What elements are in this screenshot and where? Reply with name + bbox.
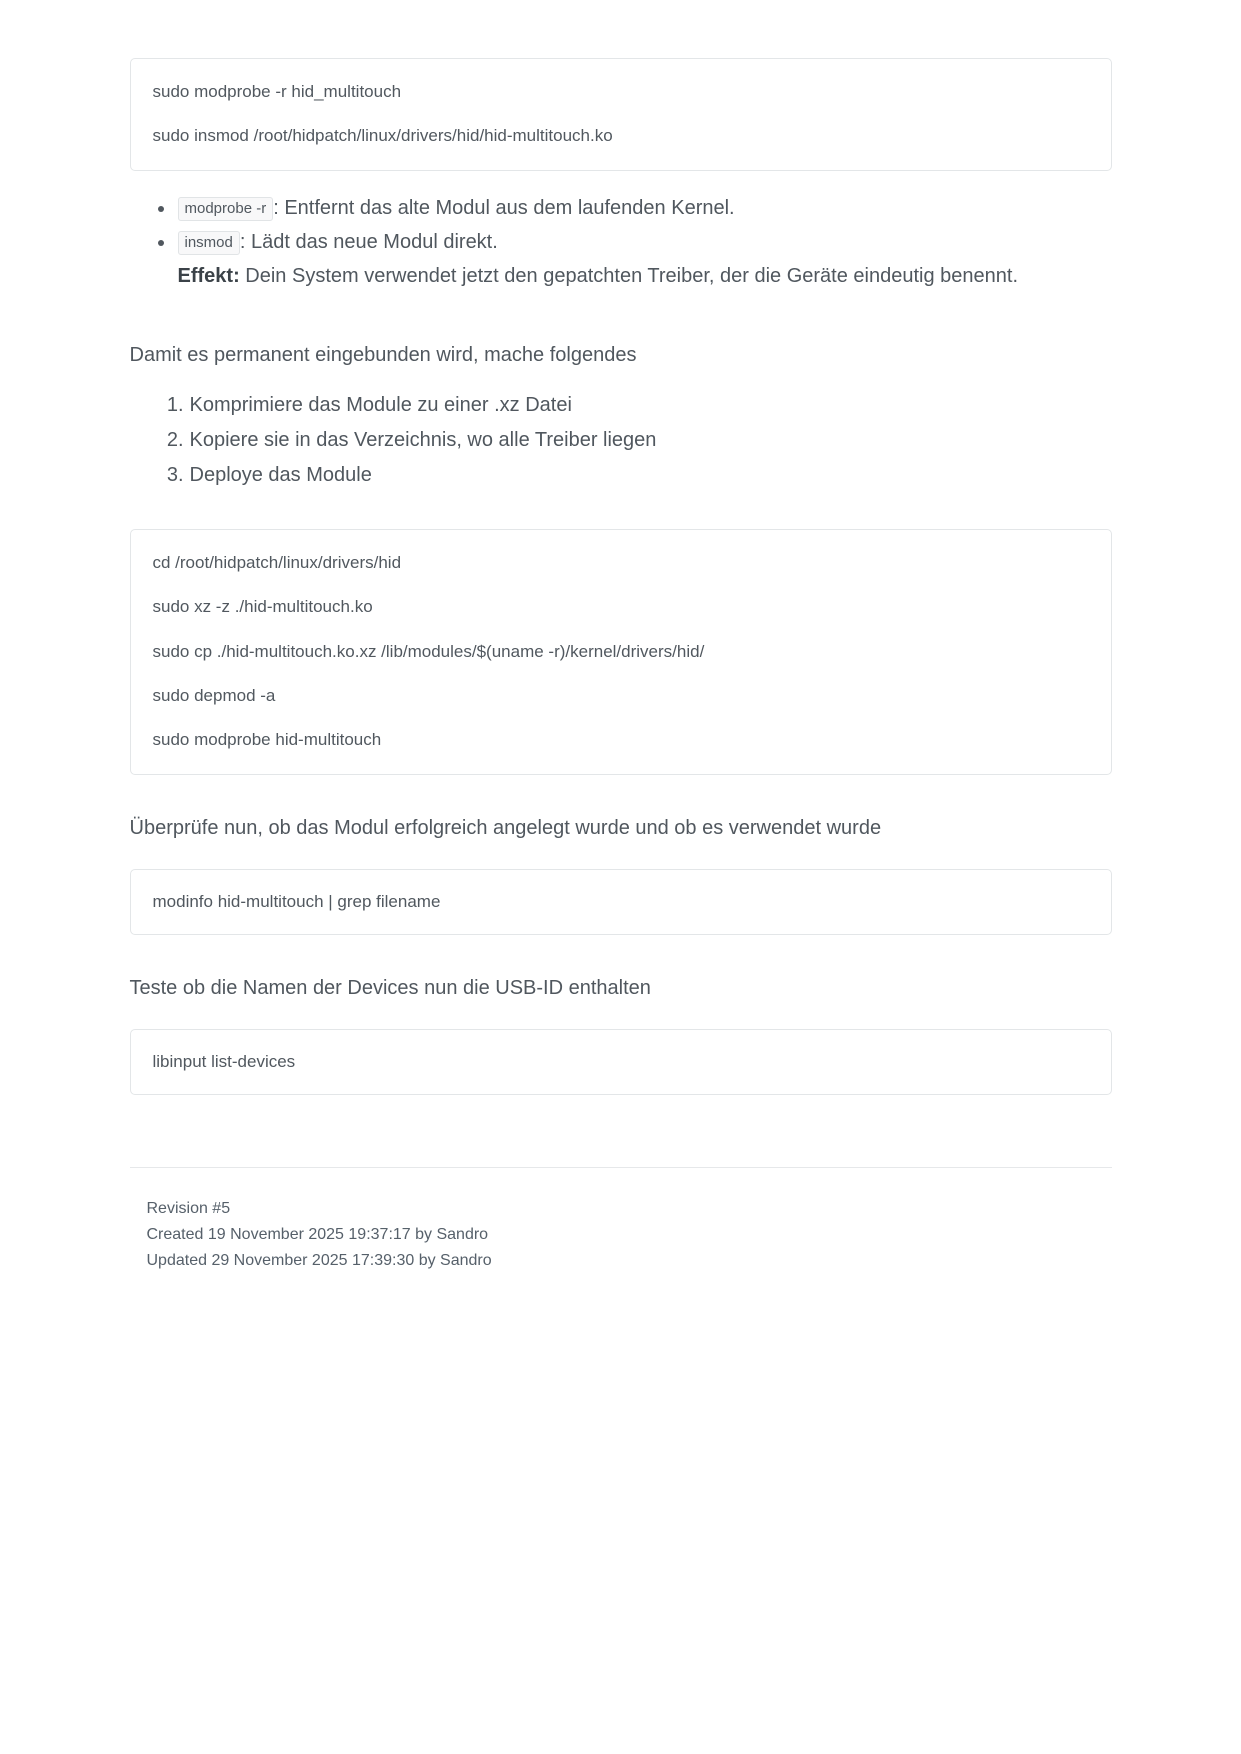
list-item-text: : Lädt das neue Modul direkt.	[239, 231, 498, 254]
code-block-modinfo	[130, 869, 1112, 935]
list-item-text: : Entfernt das alte Modul aus dem laufenden Kernel.	[273, 196, 735, 219]
inline-code: modprobe -r	[178, 197, 274, 221]
inline-code: insmod	[178, 231, 240, 255]
explanation-bullet-list	[130, 193, 1112, 292]
effect-label: Effekt:	[177, 265, 240, 288]
revision-meta	[130, 1196, 1112, 1274]
divider	[130, 1167, 1112, 1168]
list-item: Komprimiere das Module zu einer .xz Datei	[189, 393, 572, 416]
paragraph-verify: Überprüfe nun, ob das Modul erfolgreich angelegt wurde und ob es verwendet wurde	[129, 816, 882, 839]
updated-timestamp: Updated 29 November 2025 17:39:30 by Sandro	[146, 1252, 492, 1270]
list-item	[178, 193, 1112, 223]
code-line: sudo modprobe hid-multitouch	[152, 730, 382, 750]
code-line: sudo insmod /root/hidpatch/linux/drivers/hid/hid-multitouch.ko	[152, 126, 613, 146]
code-line: libinput list-devices	[152, 1051, 296, 1071]
code-line: sudo xz -z ./hid-multitouch.ko	[152, 597, 373, 617]
code-line: sudo modprobe -r hid_multitouch	[152, 82, 402, 101]
effect-text: Dein System verwendet jetzt den gepatchten Treiber, der die Geräte eindeutig benennt.	[239, 265, 1018, 288]
revision-meta-section	[130, 1167, 1112, 1274]
list-item	[178, 227, 1112, 292]
created-timestamp: Created 19 November 2025 19:37:17 by Sandro	[146, 1226, 489, 1244]
document-content	[130, 0, 1112, 1274]
code-line: sudo cp ./hid-multitouch.ko.xz /lib/modules/$(uname -r)/kernel/drivers/hid/	[152, 641, 705, 661]
effect-line	[178, 261, 1112, 291]
steps-list	[130, 390, 1112, 490]
code-line: modinfo hid-multitouch | grep filename	[152, 891, 441, 911]
code-line: cd /root/hidpatch/linux/drivers/hid	[152, 552, 402, 572]
list-item: Kopiere sie in das Verzeichnis, wo alle Treiber liegen	[189, 428, 657, 451]
revision-number: Revision #5	[146, 1200, 231, 1218]
code-block-modprobe-insmod	[130, 58, 1112, 171]
code-block-libinput	[130, 1029, 1112, 1095]
list-item: Deploye das Module	[189, 463, 372, 486]
code-line: sudo depmod -a	[152, 685, 276, 705]
paragraph-permanent: Damit es permanent eingebunden wird, mache folgendes	[129, 343, 637, 366]
paragraph-test: Teste ob die Namen der Devices nun die USB-ID enthalten	[129, 976, 651, 999]
code-block-deploy-module	[130, 529, 1112, 775]
